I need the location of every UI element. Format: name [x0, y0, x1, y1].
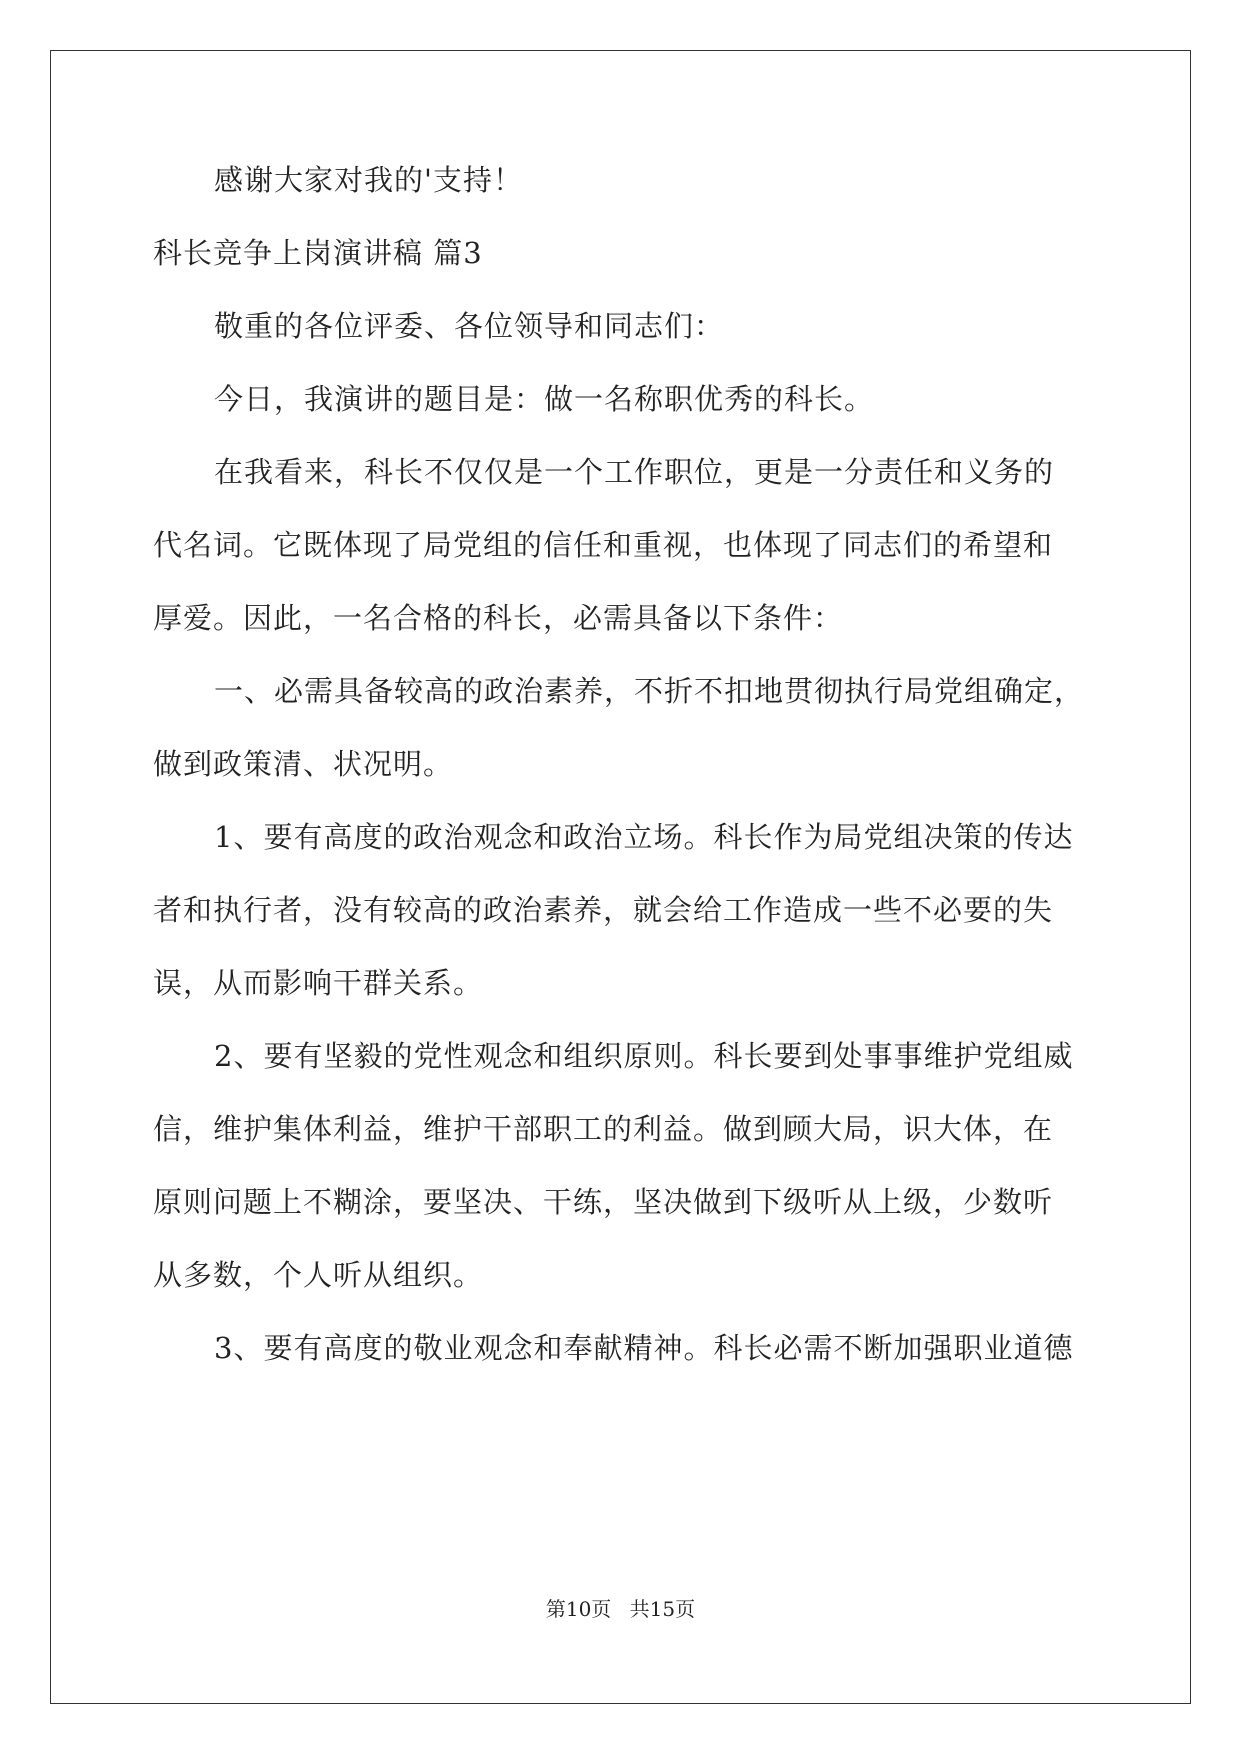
salutation: 敬重的各位评委、各位领导和同志们： — [214, 309, 725, 343]
page-number-current: 第10页 — [545, 1597, 612, 1621]
page-footer — [0, 1597, 1241, 1621]
paragraph-line: 代名词。它既体现了局党组的信任和重视，也体现了同志们的希望和 — [153, 528, 1054, 562]
paragraph-line: 在我看来，科长不仅仅是一个工作职位，更是一分责任和义务的 — [214, 455, 1055, 489]
paragraph-line: 3、要有高度的敬业观念和奉献精神。科长必需不断加强职业道德 — [214, 1331, 1074, 1365]
page-number-total: 共15页 — [629, 1597, 696, 1621]
paragraph-line: 1、要有高度的政治观念和政治立场。科长作为局党组决策的传达 — [214, 820, 1074, 854]
paragraph-line: 2、要有坚毅的党性观念和组织原则。科长要到处事事维护党组威 — [214, 1039, 1074, 1073]
paragraph-line: 做到政策清、状况明。 — [153, 747, 454, 781]
paragraph-line: 误，从而影响干群关系。 — [153, 966, 484, 1000]
paragraph-line: 从多数，个人听从组织。 — [153, 1258, 484, 1292]
paragraph-line: 信，维护集体利益，维护干部职工的利益。做到顾大局，识大体，在 — [153, 1112, 1054, 1146]
section-heading: 科长竞争上岗演讲稿 篇3 — [153, 236, 483, 270]
paragraph-line: 者和执行者，没有较高的政治素养，就会给工作造成一些不必要的失 — [153, 893, 1054, 927]
page-frame — [50, 50, 1191, 1704]
paragraph-line: 厚爱。因此，一名合格的科长，必需具备以下条件： — [153, 601, 844, 635]
paragraph-topic: 今日，我演讲的题目是：做一名称职优秀的科长。 — [214, 382, 875, 416]
paragraph-line: 原则问题上不糊涂，要坚决、干练，坚决做到下级听从上级，少数听 — [153, 1185, 1054, 1219]
paragraph-line: 一、必需具备较高的政治素养，不折不扣地贯彻执行局党组确定， — [214, 674, 1085, 708]
paragraph-thanks: 感谢大家对我的'支持！ — [214, 163, 523, 197]
